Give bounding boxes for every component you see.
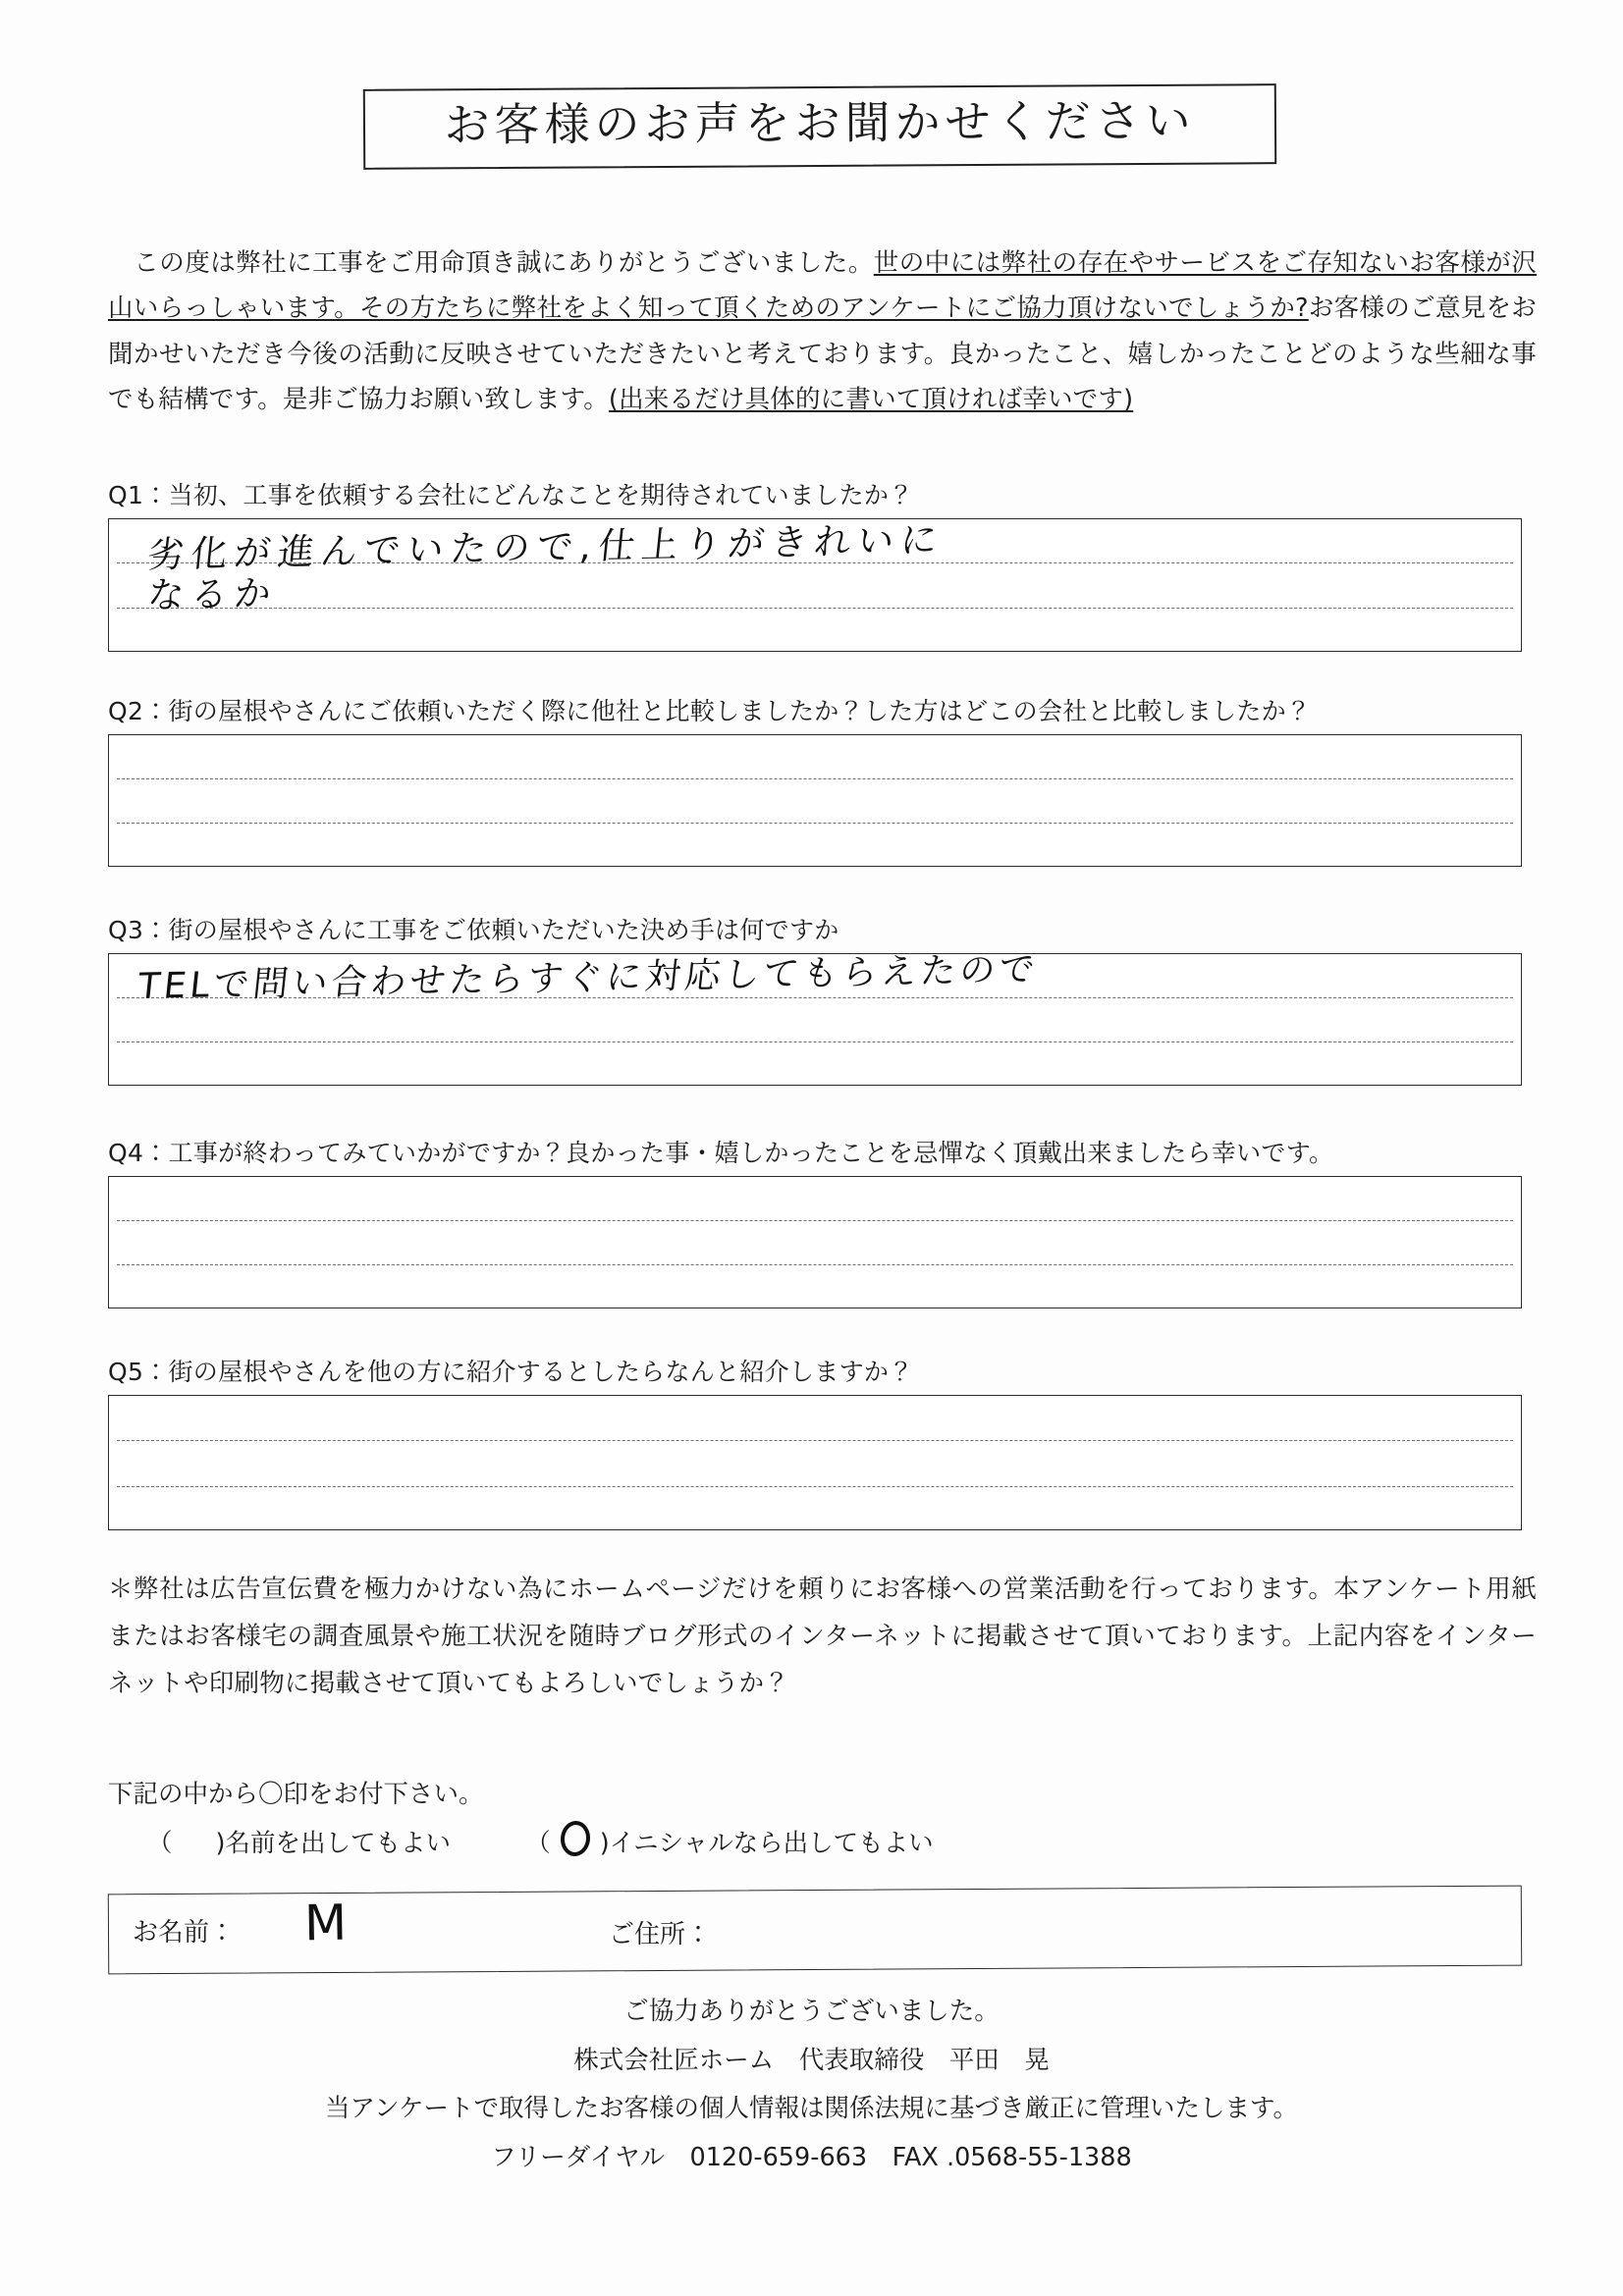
- consent-options: [147, 1821, 934, 1859]
- consent-option-initial[interactable]: [525, 1829, 933, 1858]
- answer-rule: [117, 1486, 1513, 1487]
- address-label: ご住所：: [609, 1920, 712, 1949]
- notice-paragraph: ＊弊社は広告宣伝費を極力かけない為にホームページだけを頼りにお客様への営業活動を行っております。本アンケート用紙またはお客様宅の調査風景や施工状況を随時ブログ形式のインターネットに掲載させて頂いております。上記内容をインターネットや印刷物に掲載させて頂いてもよろしいでしょうか？: [108, 1575, 1537, 1698]
- name-label: お名前：: [133, 1918, 236, 1948]
- name-value-handwritten: M: [303, 1894, 349, 1952]
- intro-underlined-1: 世の中には弊社の存在やサービスをご存知ないお客様が沢山いらっしゃいます。その方たちに弊社をよく知って頂くためのアンケートにご協力頂けないでしょうか?: [108, 248, 1537, 324]
- question-label-q2: Q2：街の屋根やさんにご依頼いただく際に他社と比較しましたか？した方はどこの会社と比較しましたか？: [108, 697, 1312, 725]
- question-label-q1: Q1：当初、工事を依頼する会社にどんなことを期待されていましたか？: [108, 481, 914, 509]
- answer-box-q2[interactable]: [108, 734, 1522, 867]
- answer-box-q3[interactable]: [108, 949, 1522, 1086]
- answer-box-q1[interactable]: [108, 518, 1522, 652]
- footer-privacy: 当アンケートで取得したお客様の個人情報は関係法規に基づき厳正に管理いたします。: [325, 2094, 1298, 2124]
- answer-rule: [117, 1041, 1513, 1042]
- handwritten-answer-q3-line1: TELで問い合わせたらすぐに対応してもらえたので: [135, 949, 1041, 1007]
- intro-text-1: この度は弊社に工事をご用命頂き誠にありがとうございました。: [134, 248, 874, 278]
- answer-rule: [117, 823, 1513, 824]
- question-block-q2: [108, 692, 1522, 867]
- footer: [0, 1988, 1623, 2183]
- intro-paragraph: [108, 240, 1537, 423]
- open-paren: （: [525, 1829, 551, 1858]
- answer-rule: [117, 1440, 1513, 1441]
- intro-underlined-2: (出来るだけ具体的に書いて頂ければ幸いです): [608, 385, 1134, 415]
- answer-box-q4[interactable]: [108, 1176, 1522, 1308]
- question-block-q1: [108, 476, 1522, 652]
- footer-company: 株式会社匠ホーム 代表取締役 平田 晃: [573, 2045, 1050, 2075]
- open-paren: （: [147, 1829, 173, 1858]
- answer-box-q5[interactable]: [108, 1395, 1522, 1530]
- intro-text-2: お客様のご意見をお聞かせいただき今後の活動に反映させていただきたいと考えております。良かったこと、嬉しかったことどのような些細な事でも結構です。是非ご協力お願い致します。: [108, 294, 1537, 415]
- footer-thanks: ご協力ありがとうございました。: [623, 1997, 1000, 2026]
- consent-option-initial-label: )イニシャルなら出してもよい: [599, 1829, 934, 1858]
- handwritten-answer-q1-line2: なるか: [145, 571, 280, 617]
- question-block-q5: [108, 1353, 1522, 1530]
- consent-option-name-label: )名前を出してもよい: [215, 1829, 451, 1858]
- answer-rule: [117, 1220, 1513, 1221]
- title-text: お客様のお声をお聞かせください: [444, 93, 1196, 152]
- answer-rule: [117, 1264, 1513, 1265]
- question-label-q4: Q4：工事が終わってみていかがですか？良かった事・嬉しかったことを忌憚なく頂戴出来ましたら幸いです。: [108, 1139, 1334, 1167]
- question-label-q5: Q5：街の屋根やさんを他の方に紹介するとしたらなんと紹介しますか？: [108, 1358, 914, 1386]
- page-title: [363, 86, 1276, 167]
- consent-instruction: 下記の中から〇印をお付下さい。: [108, 1780, 484, 1809]
- question-label-q3: Q3：街の屋根やさんに工事をご依頼いただいた決め手は何ですか: [108, 916, 839, 944]
- answer-rule: [117, 608, 1513, 609]
- footer-phone: フリーダイヤル 0120-659-663 FAX .0568-55-1388: [491, 2143, 1132, 2173]
- consent-option-name[interactable]: [147, 1829, 451, 1858]
- handwritten-answer-q1-line1: 劣化が進んでいたので,仕上りがきれいに: [145, 518, 947, 576]
- circle-mark-icon: [559, 1820, 592, 1858]
- question-block-q3: [108, 911, 1522, 1086]
- answer-rule: [117, 778, 1513, 779]
- title-box: [363, 83, 1276, 169]
- question-block-q4: [108, 1134, 1522, 1308]
